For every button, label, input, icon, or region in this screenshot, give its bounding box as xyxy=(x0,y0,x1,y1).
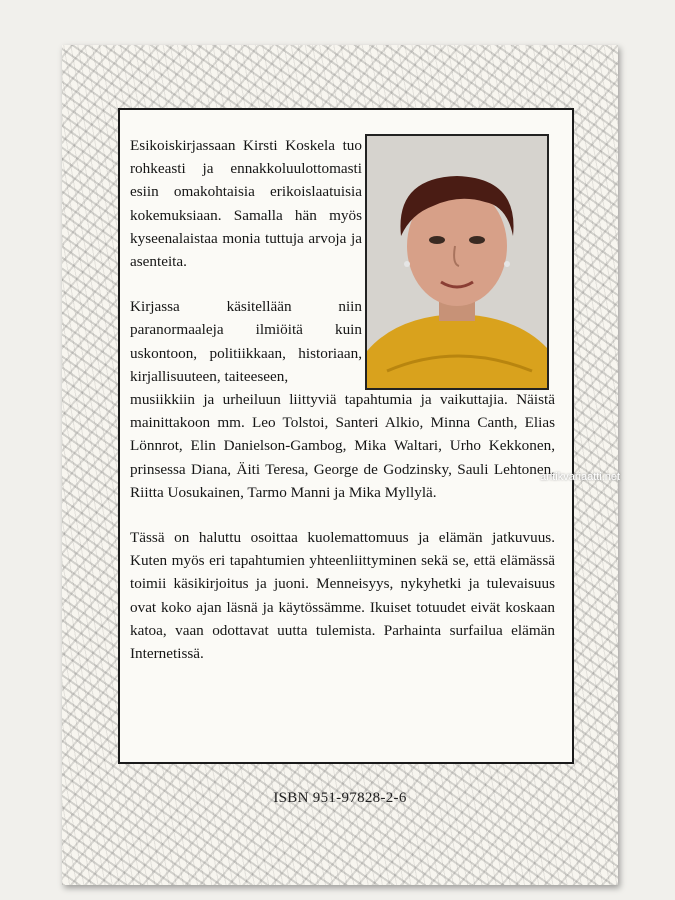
paragraph-intro: Esikoiskirjassaan Kirsti Koskela tuo rohkeasti ja ennakkoluulottomasti esiin omakohtaisia erikoislaatuisia kokemuksiaan. Samalla hän myös kyseenalaistaa monia tuttuja arvoja ja asenteita. xyxy=(130,137,362,271)
watermark-text: antikvariaatti.net xyxy=(540,471,621,483)
isbn-number: ISBN 951-97828-2-6 xyxy=(273,790,407,806)
book-back-cover xyxy=(62,45,621,885)
paragraph-closing: Tässä on haluttu osoittaa kuolemattomuus ja elämän jatkuvuus. Kuten myös eri tapahtumien yhteenliittyminen sekä se, että elämässä toimii käsikirjoitus ja juoni. Menneisyys, nykyhetki ja tulevaisuus ovat koko ajan läsnä ja käytössämme. Ikuiset totuudet eivät koskaan katoa, vaan odottavat uutta tulemista. Parhainta surfailua elämän Internetissä. xyxy=(130,529,555,663)
paragraph-topics-start: Kirjassa käsitellään niin paranormaaleja ilmiöitä kuin uskontoon, politiikkaan, historiaan, kirjallisuuteen, taiteeseen, xyxy=(130,298,362,385)
text-panel xyxy=(118,108,574,764)
blurb-text xyxy=(130,134,555,687)
paragraph-topics-continued: musiikkiin ja urheiluun liittyviä tapahtumia ja vaikuttajia. Näistä mainittakoon mm. Leo Tolstoi, Santeri Alkio, Minna Canth, Elias Lönnrot, Elin Danielson-Gambog, Mika Waltari, Urho Kekkonen, prinsessa Diana, Äiti Teresa, George de Godzinsky, Sauli Lehtonen, Riitta Uosukainen, Tarmo Manni ja Mika Myllylä. xyxy=(130,391,555,501)
